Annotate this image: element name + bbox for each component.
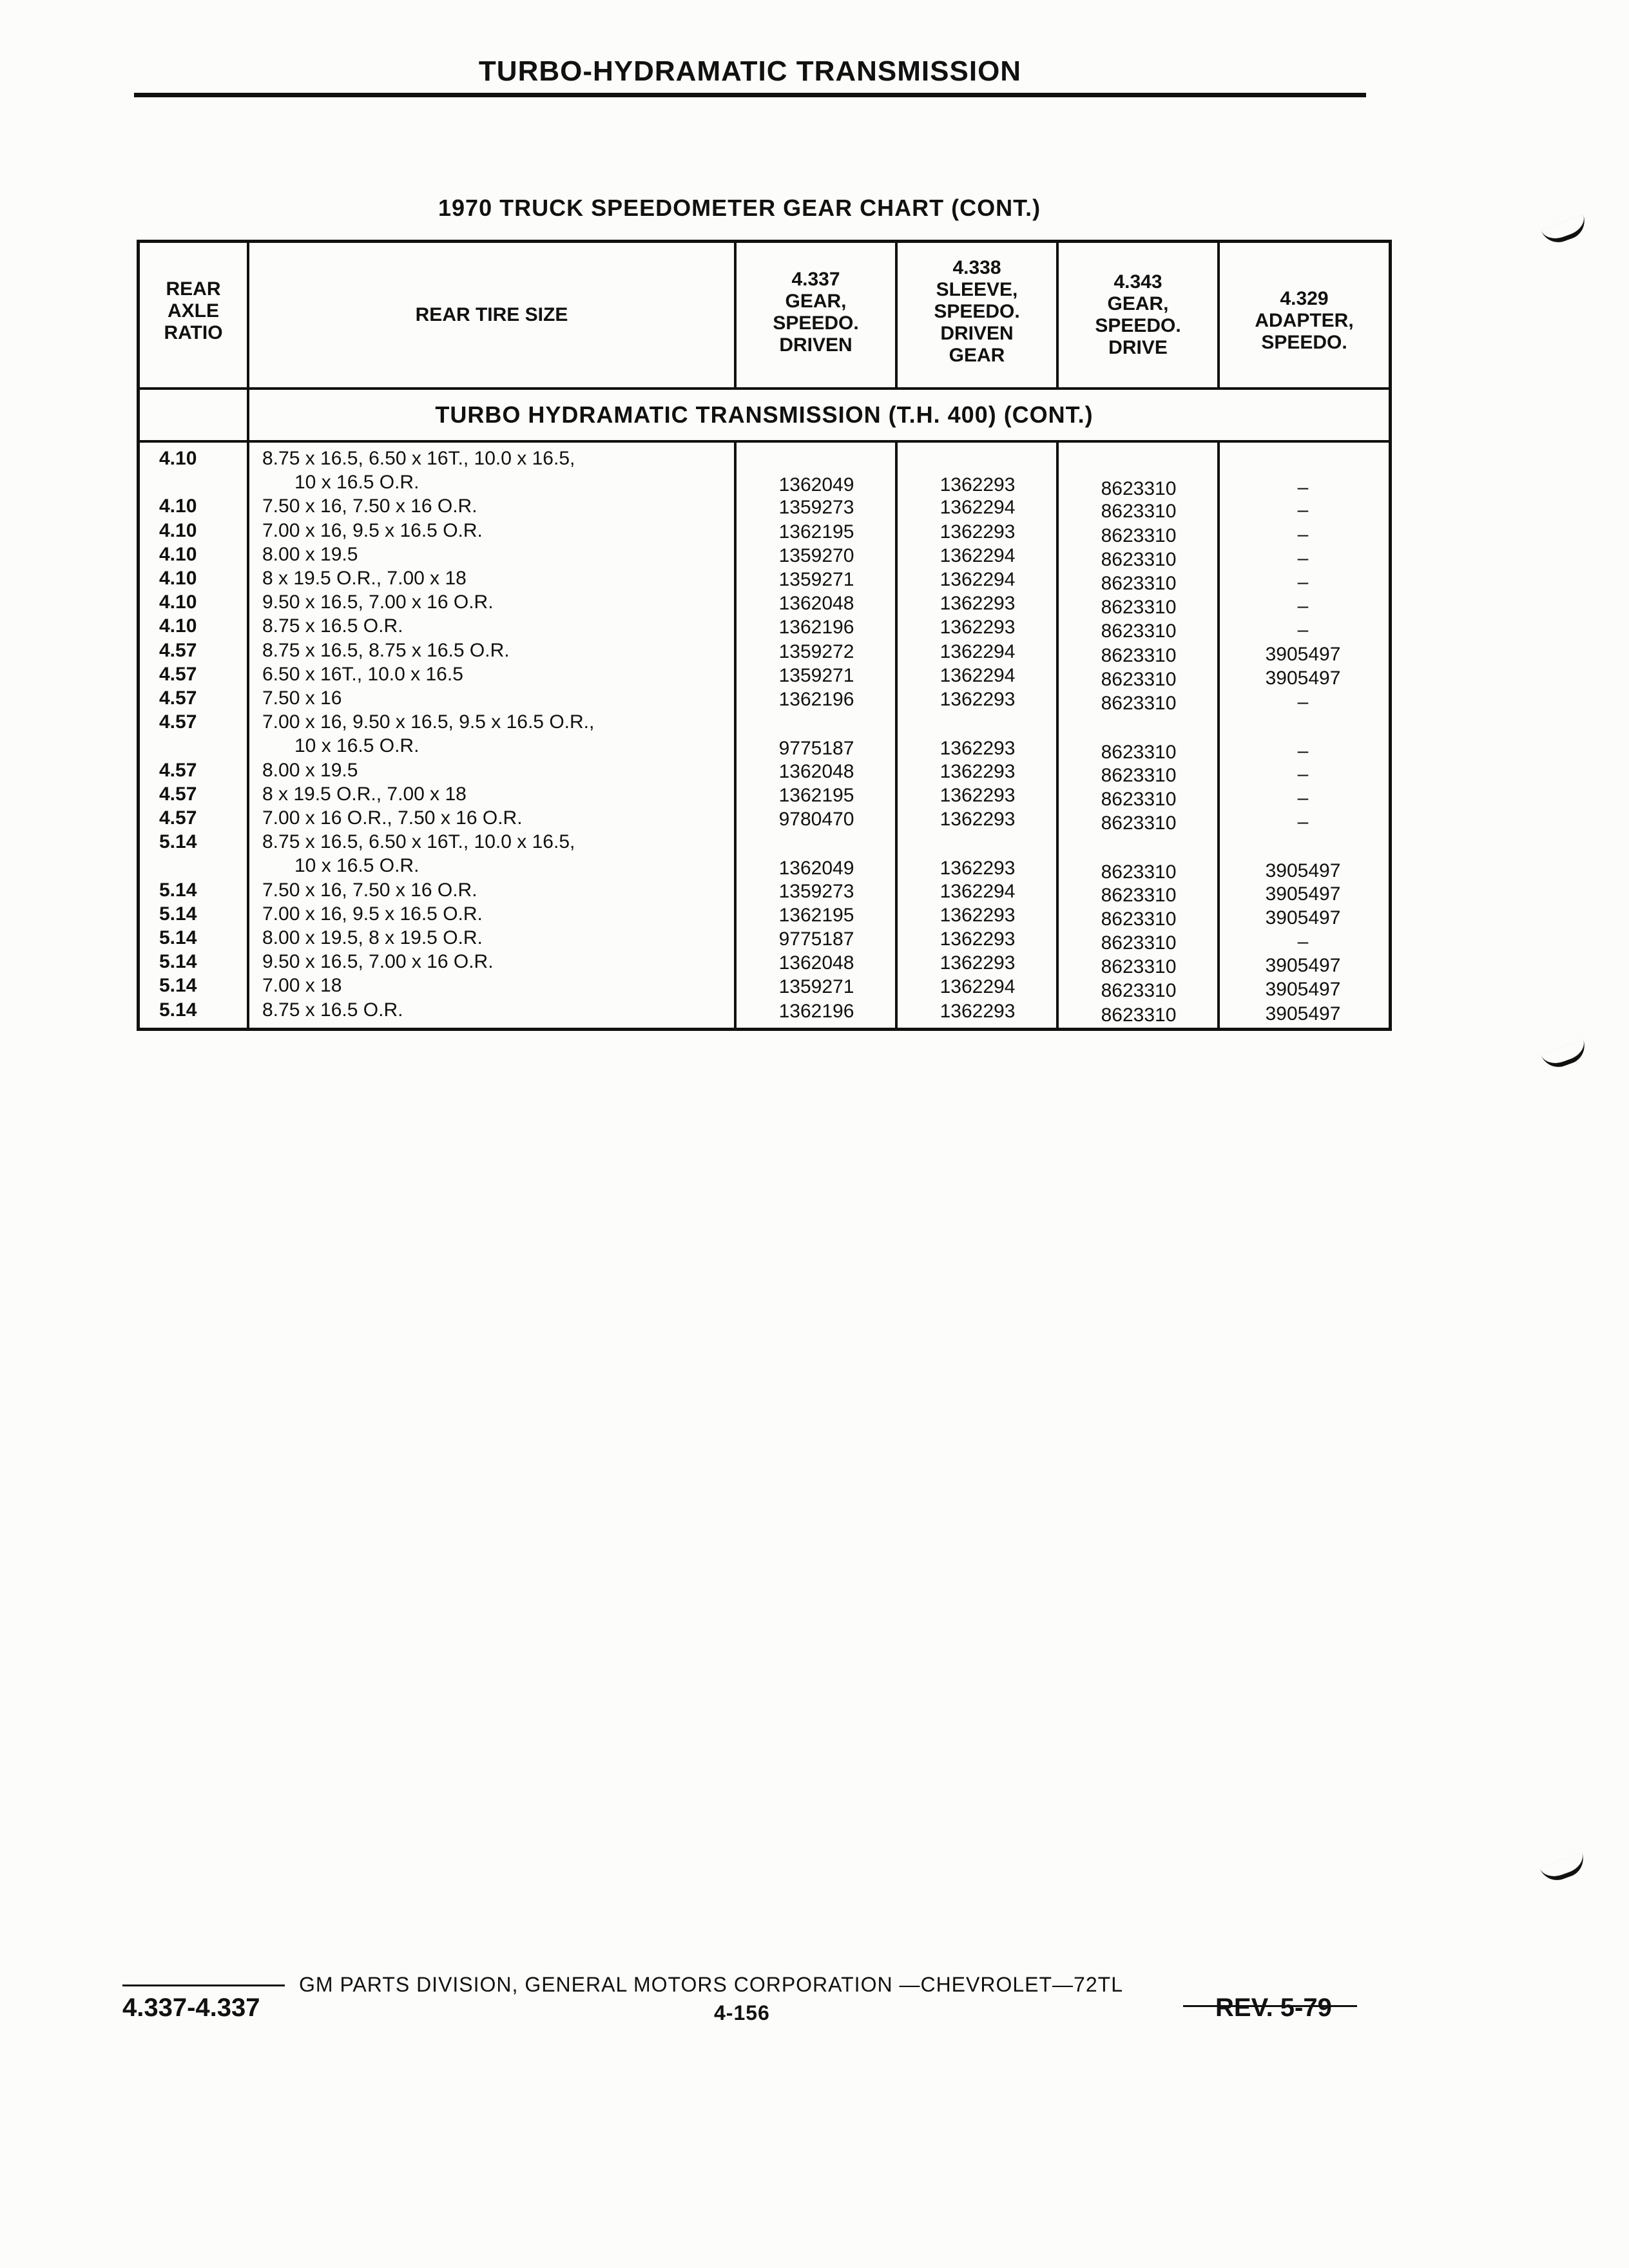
axle-ratio-cell: 4.57 bbox=[159, 711, 197, 733]
part-4338-cell: 1362294 bbox=[940, 544, 1016, 566]
footer-revision: REV. 5-79 bbox=[1215, 1994, 1332, 2022]
part-4329-cell: – bbox=[1297, 499, 1309, 521]
part-4329-cell: – bbox=[1297, 691, 1309, 713]
part-4338-cell: 1362293 bbox=[940, 904, 1016, 926]
part-4343-cell: 8623310 bbox=[1101, 693, 1177, 714]
header-bottom-rule bbox=[140, 387, 1389, 390]
tire-size-cell: 7.50 x 16, 7.50 x 16 O.R. bbox=[262, 495, 477, 517]
tire-size-cell: 8.75 x 16.5, 8.75 x 16.5 O.R. bbox=[262, 639, 510, 661]
part-4337-cell: 1362048 bbox=[778, 593, 854, 615]
part-4343-cell: 8623310 bbox=[1101, 884, 1177, 906]
tire-size-cell: 9.50 x 16.5, 7.00 x 16 O.R. bbox=[262, 951, 494, 973]
header-rear-tire-size: REAR TIRE SIZE bbox=[415, 304, 568, 325]
part-4338-cell: 1362293 bbox=[940, 784, 1016, 806]
axle-ratio-cell: 5.14 bbox=[159, 999, 197, 1021]
binding-mark-icon bbox=[1539, 1852, 1588, 1885]
part-4338-cell: 1362293 bbox=[940, 474, 1016, 496]
header-4343-gear: 4.343 GEAR, SPEEDO. DRIVE bbox=[1095, 271, 1181, 358]
part-4338-cell: 1362294 bbox=[940, 640, 1016, 662]
tire-size-cell: 8.00 x 19.5, 8 x 19.5 O.R. bbox=[262, 927, 483, 948]
axle-ratio-cell: 5.14 bbox=[159, 831, 197, 853]
tire-size-cell: 8 x 19.5 O.R., 7.00 x 18 bbox=[262, 783, 467, 805]
part-4337-cell: 1362195 bbox=[778, 904, 854, 926]
part-4329-cell: 3905497 bbox=[1265, 643, 1341, 665]
header-4338-sleeve: 4.338 SLEEVE, SPEEDO. DRIVEN GEAR bbox=[934, 257, 1020, 366]
part-4329-cell: – bbox=[1297, 763, 1309, 785]
part-4343-cell: 8623310 bbox=[1101, 668, 1177, 690]
part-4329-cell: – bbox=[1297, 547, 1309, 569]
part-4338-cell: 1362293 bbox=[940, 593, 1016, 615]
part-4337-cell: 9775187 bbox=[778, 738, 854, 760]
tire-size-cell: 10 x 16.5 O.R. bbox=[294, 735, 419, 757]
tire-size-cell: 8 x 19.5 O.R., 7.00 x 18 bbox=[262, 568, 467, 589]
axle-ratio-cell: 5.14 bbox=[159, 903, 197, 925]
tire-size-cell: 7.50 x 16 bbox=[262, 687, 342, 709]
part-4337-cell: 1362196 bbox=[778, 1000, 854, 1022]
part-4329-cell: 3905497 bbox=[1265, 979, 1341, 1001]
part-4338-cell: 1362293 bbox=[940, 738, 1016, 760]
part-4338-cell: 1362294 bbox=[940, 569, 1016, 590]
axle-ratio-cell: 4.10 bbox=[159, 448, 197, 469]
part-4337-cell: 1359271 bbox=[778, 664, 854, 686]
part-4343-cell: 8623310 bbox=[1101, 980, 1177, 1002]
part-4329-cell: – bbox=[1297, 619, 1309, 641]
tire-size-cell: 7.00 x 16, 9.5 x 16.5 O.R. bbox=[262, 903, 483, 925]
part-4337-cell: 1362049 bbox=[778, 858, 854, 879]
part-4343-cell: 8623310 bbox=[1101, 573, 1177, 594]
part-4329-cell: 3905497 bbox=[1265, 1003, 1341, 1024]
part-4337-cell: 9780470 bbox=[778, 809, 854, 830]
part-4337-cell: 9775187 bbox=[778, 928, 854, 950]
part-4337-cell: 1359271 bbox=[778, 569, 854, 590]
axle-ratio-cell: 4.57 bbox=[159, 639, 197, 661]
part-4343-cell: 8623310 bbox=[1101, 501, 1177, 523]
part-4329-cell: 3905497 bbox=[1265, 667, 1341, 689]
part-4343-cell: 8623310 bbox=[1101, 932, 1177, 954]
part-4337-cell: 1362195 bbox=[778, 521, 854, 543]
chart-title: 1970 TRUCK SPEEDOMETER GEAR CHART (CONT.) bbox=[438, 195, 1041, 221]
part-4338-cell: 1362293 bbox=[940, 858, 1016, 879]
page-header: TURBO-HYDRAMATIC TRANSMISSION bbox=[478, 55, 1022, 87]
part-4338-cell: 1362293 bbox=[940, 952, 1016, 974]
header-rear-axle-ratio: REAR AXLE RATIO bbox=[164, 278, 223, 343]
part-4343-cell: 8623310 bbox=[1101, 764, 1177, 786]
part-4343-cell: 8623310 bbox=[1101, 788, 1177, 810]
part-4337-cell: 1359271 bbox=[778, 976, 854, 998]
part-4329-cell: 3905497 bbox=[1265, 907, 1341, 928]
part-4337-cell: 1362196 bbox=[778, 689, 854, 710]
part-4337-cell: 1359270 bbox=[778, 544, 854, 566]
tire-size-cell: 7.00 x 16, 9.50 x 16.5, 9.5 x 16.5 O.R., bbox=[262, 711, 595, 733]
part-4338-cell: 1362293 bbox=[940, 1000, 1016, 1022]
axle-ratio-cell: 4.57 bbox=[159, 807, 197, 829]
section-bottom-rule bbox=[140, 440, 1389, 443]
tire-size-cell: 7.50 x 16, 7.50 x 16 O.R. bbox=[262, 879, 477, 901]
tire-size-cell: 7.00 x 16, 9.5 x 16.5 O.R. bbox=[262, 519, 483, 541]
axle-ratio-cell: 4.10 bbox=[159, 495, 197, 517]
part-4338-cell: 1362294 bbox=[940, 497, 1016, 519]
part-4343-cell: 8623310 bbox=[1101, 908, 1177, 930]
part-4338-cell: 1362293 bbox=[940, 809, 1016, 830]
tire-size-cell: 8.00 x 19.5 bbox=[262, 543, 358, 565]
part-4329-cell: – bbox=[1297, 740, 1309, 762]
part-4343-cell: 8623310 bbox=[1101, 812, 1177, 834]
footer-rule-left bbox=[122, 1984, 285, 1986]
part-4338-cell: 1362294 bbox=[940, 880, 1016, 902]
tire-size-cell: 6.50 x 16T., 10.0 x 16.5 bbox=[262, 663, 463, 685]
axle-ratio-cell: 5.14 bbox=[159, 879, 197, 901]
part-4338-cell: 1362293 bbox=[940, 928, 1016, 950]
page-number: 4-156 bbox=[714, 2001, 770, 2024]
part-4337-cell: 1362048 bbox=[778, 952, 854, 974]
tire-size-cell: 7.00 x 16 O.R., 7.50 x 16 O.R. bbox=[262, 807, 523, 829]
part-4329-cell: – bbox=[1297, 572, 1309, 593]
speedometer-gear-table bbox=[137, 240, 1392, 1031]
tire-size-cell: 8.75 x 16.5, 6.50 x 16T., 10.0 x 16.5, bbox=[262, 448, 575, 469]
part-4338-cell: 1362293 bbox=[940, 760, 1016, 782]
part-4343-cell: 8623310 bbox=[1101, 861, 1177, 883]
part-4343-cell: 8623310 bbox=[1101, 620, 1177, 642]
axle-ratio-cell: 5.14 bbox=[159, 927, 197, 948]
axle-ratio-cell: 5.14 bbox=[159, 951, 197, 973]
part-4337-cell: 1359273 bbox=[778, 497, 854, 519]
part-4329-cell: 3905497 bbox=[1265, 883, 1341, 905]
part-4343-cell: 8623310 bbox=[1101, 478, 1177, 500]
header-4329-adapter: 4.329 ADAPTER, SPEEDO. bbox=[1255, 288, 1354, 353]
part-4329-cell: – bbox=[1297, 787, 1309, 809]
axle-ratio-cell: 4.57 bbox=[159, 759, 197, 781]
axle-ratio-cell: 4.57 bbox=[159, 663, 197, 685]
part-4338-cell: 1362293 bbox=[940, 617, 1016, 639]
axle-ratio-cell: 4.10 bbox=[159, 543, 197, 565]
tire-size-cell: 8.75 x 16.5 O.R. bbox=[262, 999, 403, 1021]
tire-size-cell: 8.75 x 16.5 O.R. bbox=[262, 615, 403, 637]
tire-size-cell: 8.75 x 16.5, 6.50 x 16T., 10.0 x 16.5, bbox=[262, 831, 575, 853]
part-4329-cell: – bbox=[1297, 477, 1309, 499]
footer-publisher: GM PARTS DIVISION, GENERAL MOTORS CORPORATION —CHEVROLET—72TL bbox=[299, 1973, 1123, 1996]
part-4337-cell: 1359272 bbox=[778, 640, 854, 662]
column-divider bbox=[247, 243, 249, 1031]
part-4338-cell: 1362293 bbox=[940, 521, 1016, 543]
axle-ratio-cell: 4.10 bbox=[159, 615, 197, 637]
axle-ratio-cell: 4.10 bbox=[159, 519, 197, 541]
part-4338-cell: 1362294 bbox=[940, 976, 1016, 998]
section-title: TURBO HYDRAMATIC TRANSMISSION (T.H. 400) (CONT.) bbox=[435, 401, 1094, 428]
part-4337-cell: 1362195 bbox=[778, 784, 854, 806]
binding-mark-icon bbox=[1541, 215, 1590, 247]
part-4337-cell: 1362196 bbox=[778, 617, 854, 639]
part-4329-cell: – bbox=[1297, 523, 1309, 545]
part-4343-cell: 8623310 bbox=[1101, 742, 1177, 764]
tire-size-cell: 10 x 16.5 O.R. bbox=[294, 855, 419, 877]
tire-size-cell: 8.00 x 19.5 bbox=[262, 759, 358, 781]
part-4343-cell: 8623310 bbox=[1101, 644, 1177, 666]
axle-ratio-cell: 4.57 bbox=[159, 783, 197, 805]
part-4329-cell: – bbox=[1297, 811, 1309, 832]
header-4337-gear: 4.337 GEAR, SPEEDO. DRIVEN bbox=[773, 269, 859, 356]
part-4343-cell: 8623310 bbox=[1101, 548, 1177, 570]
part-4338-cell: 1362294 bbox=[940, 664, 1016, 686]
header-rule bbox=[134, 93, 1366, 97]
part-4337-cell: 1362049 bbox=[778, 474, 854, 496]
part-4343-cell: 8623310 bbox=[1101, 1004, 1177, 1026]
footer-left-code: 4.337-4.337 bbox=[122, 1994, 260, 2022]
part-4329-cell: – bbox=[1297, 595, 1309, 617]
part-4329-cell: 3905497 bbox=[1265, 860, 1341, 882]
tire-size-cell: 9.50 x 16.5, 7.00 x 16 O.R. bbox=[262, 591, 494, 613]
part-4343-cell: 8623310 bbox=[1101, 956, 1177, 978]
part-4337-cell: 1362048 bbox=[778, 760, 854, 782]
tire-size-cell: 7.00 x 18 bbox=[262, 975, 342, 997]
axle-ratio-cell: 5.14 bbox=[159, 975, 197, 997]
part-4337-cell: 1359273 bbox=[778, 880, 854, 902]
part-4343-cell: 8623310 bbox=[1101, 524, 1177, 546]
part-4343-cell: 8623310 bbox=[1101, 597, 1177, 619]
part-4329-cell: 3905497 bbox=[1265, 955, 1341, 977]
part-4329-cell: – bbox=[1297, 931, 1309, 952]
axle-ratio-cell: 4.57 bbox=[159, 687, 197, 709]
axle-ratio-cell: 4.10 bbox=[159, 568, 197, 589]
axle-ratio-cell: 4.10 bbox=[159, 591, 197, 613]
tire-size-cell: 10 x 16.5 O.R. bbox=[294, 472, 419, 494]
binding-mark-icon bbox=[1541, 1039, 1590, 1072]
part-4338-cell: 1362293 bbox=[940, 689, 1016, 710]
